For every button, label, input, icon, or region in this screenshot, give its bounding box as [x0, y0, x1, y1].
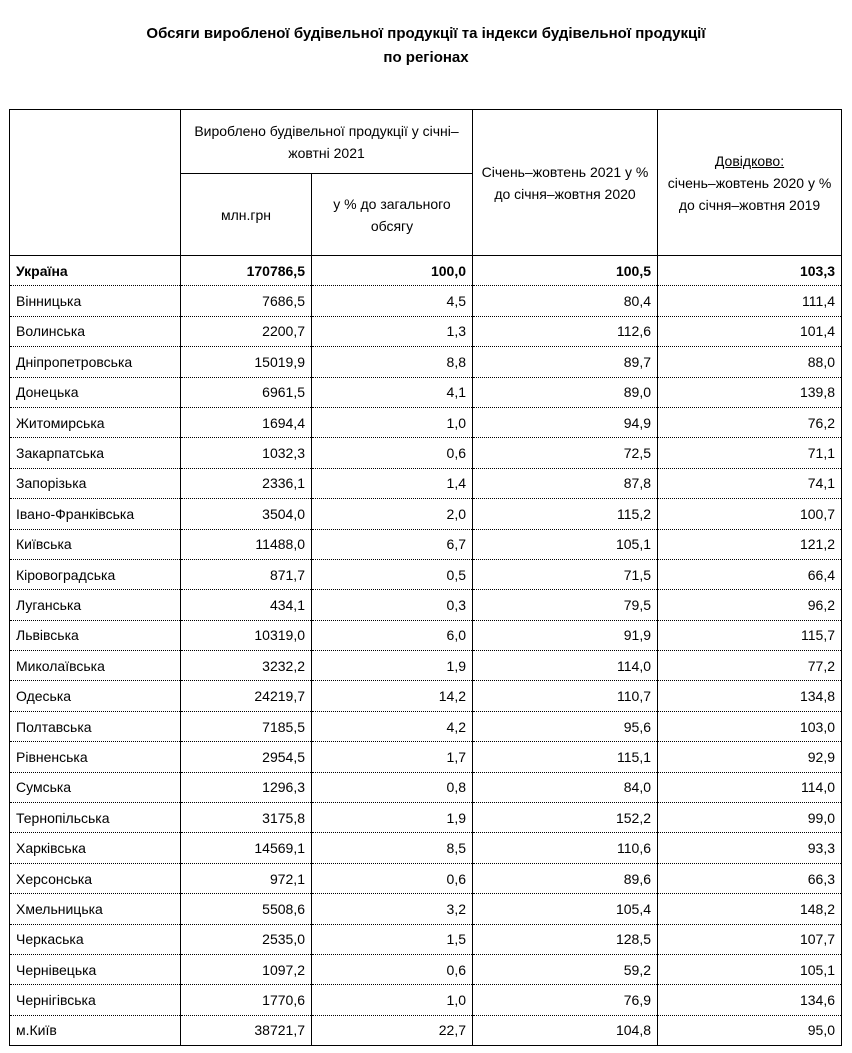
value-mln-uah: 6961,5 [181, 377, 312, 407]
value-mln-uah: 2954,5 [181, 742, 312, 772]
value-index-2020: 99,0 [658, 803, 842, 833]
value-mln-uah: 3504,0 [181, 499, 312, 529]
value-pct-total: 1,5 [312, 924, 473, 954]
value-index-2021: 105,1 [473, 529, 658, 559]
value-index-2020: 114,0 [658, 772, 842, 802]
table-row [10, 286, 842, 316]
value-mln-uah: 1032,3 [181, 438, 312, 468]
region-name: Львівська [10, 620, 181, 650]
value-index-2020: 95,0 [658, 1015, 842, 1045]
value-index-2020: 111,4 [658, 286, 842, 316]
region-name: Івано-Франківська [10, 499, 181, 529]
value-pct-total: 1,9 [312, 803, 473, 833]
value-mln-uah: 10319,0 [181, 620, 312, 650]
table-row [10, 924, 842, 954]
value-index-2020: 88,0 [658, 347, 842, 377]
value-index-2021: 89,0 [473, 377, 658, 407]
table-row [10, 347, 842, 377]
value-mln-uah: 2336,1 [181, 468, 312, 498]
table-row [10, 316, 842, 346]
value-pct-total: 6,0 [312, 620, 473, 650]
region-name: Запорізька [10, 468, 181, 498]
header-group-produced: Вироблено будівельної продукції у січні–жовтні 2021 [181, 110, 473, 174]
value-mln-uah: 1296,3 [181, 772, 312, 802]
value-index-2020: 121,2 [658, 529, 842, 559]
value-mln-uah: 3175,8 [181, 803, 312, 833]
region-name: Житомирська [10, 407, 181, 437]
value-index-2020: 139,8 [658, 377, 842, 407]
value-mln-uah: 2535,0 [181, 924, 312, 954]
value-index-2020: 66,4 [658, 559, 842, 589]
value-mln-uah: 1694,4 [181, 407, 312, 437]
value-pct-total: 1,9 [312, 651, 473, 681]
table-row [10, 772, 842, 802]
value-index-2021: 79,5 [473, 590, 658, 620]
table-row [10, 529, 842, 559]
header-reference-label: Довідково: [714, 152, 785, 169]
value-index-2021: 59,2 [473, 954, 658, 984]
table-row [10, 590, 842, 620]
value-pct-total: 1,7 [312, 742, 473, 772]
value-pct-total: 3,2 [312, 894, 473, 924]
table-row [10, 499, 842, 529]
header-index-2020: січень–жовтень 2020 у % до січня–жовтня 2019 [667, 174, 832, 213]
value-index-2021: 95,6 [473, 711, 658, 741]
region-name: Харківська [10, 833, 181, 863]
value-mln-uah: 434,1 [181, 590, 312, 620]
value-index-2020: 93,3 [658, 833, 842, 863]
table-row [10, 1015, 842, 1045]
value-index-2021: 114,0 [473, 651, 658, 681]
table-row [10, 833, 842, 863]
region-name: Донецька [10, 377, 181, 407]
region-name: Закарпатська [10, 438, 181, 468]
value-index-2020: 100,7 [658, 499, 842, 529]
header-pct-total: у % до загального обсягу [312, 174, 473, 256]
value-pct-total: 22,7 [312, 1015, 473, 1045]
value-index-2021: 84,0 [473, 772, 658, 802]
table-row [10, 894, 842, 924]
value-index-2021: 72,5 [473, 438, 658, 468]
table-row [10, 985, 842, 1015]
value-index-2021: 87,8 [473, 468, 658, 498]
region-name: Одеська [10, 681, 181, 711]
region-name: Чернівецька [10, 954, 181, 984]
table-row [10, 711, 842, 741]
region-name: Вінницька [10, 286, 181, 316]
header-mln-uah: млн.грн [181, 174, 312, 256]
region-name: Чернігівська [10, 985, 181, 1015]
value-index-2020: 134,8 [658, 681, 842, 711]
table-row [10, 407, 842, 437]
value-pct-total: 8,8 [312, 347, 473, 377]
value-mln-uah: 2200,7 [181, 316, 312, 346]
value-mln-uah: 24219,7 [181, 681, 312, 711]
table-row [10, 803, 842, 833]
value-index-2021: 71,5 [473, 559, 658, 589]
value-index-2021: 110,7 [473, 681, 658, 711]
value-index-2020: 96,2 [658, 590, 842, 620]
value-index-2021: 91,9 [473, 620, 658, 650]
page-title [0, 22, 852, 70]
value-mln-uah: 11488,0 [181, 529, 312, 559]
table-row [10, 954, 842, 984]
value-index-2020: 92,9 [658, 742, 842, 772]
table-row [10, 559, 842, 589]
value-mln-uah: 972,1 [181, 863, 312, 893]
value-index-2020: 66,3 [658, 863, 842, 893]
value-index-2021: 76,9 [473, 985, 658, 1015]
region-name: Полтавська [10, 711, 181, 741]
region-name: Херсонська [10, 863, 181, 893]
value-mln-uah: 38721,7 [181, 1015, 312, 1045]
value-index-2021: 115,2 [473, 499, 658, 529]
value-pct-total: 1,3 [312, 316, 473, 346]
value-pct-total: 1,4 [312, 468, 473, 498]
value-pct-total: 0,5 [312, 559, 473, 589]
value-index-2020: 103,3 [658, 256, 842, 286]
region-name: Кіровоградська [10, 559, 181, 589]
value-index-2020: 77,2 [658, 651, 842, 681]
value-mln-uah: 170786,5 [181, 256, 312, 286]
region-name: м.Київ [10, 1015, 181, 1045]
table-row [10, 742, 842, 772]
value-pct-total: 14,2 [312, 681, 473, 711]
table-row [10, 438, 842, 468]
value-pct-total: 0,8 [312, 772, 473, 802]
value-index-2020: 103,0 [658, 711, 842, 741]
value-mln-uah: 7185,5 [181, 711, 312, 741]
value-pct-total: 4,2 [312, 711, 473, 741]
header-index-2021: Січень–жовтень 2021 у % до січня–жовтня 2020 [473, 110, 658, 256]
region-name: Хмельницька [10, 894, 181, 924]
value-pct-total: 0,6 [312, 954, 473, 984]
table-header [10, 110, 842, 256]
value-index-2021: 94,9 [473, 407, 658, 437]
value-index-2021: 110,6 [473, 833, 658, 863]
table-body [10, 256, 842, 1046]
value-index-2021: 100,5 [473, 256, 658, 286]
value-pct-total: 0,3 [312, 590, 473, 620]
table-row [10, 681, 842, 711]
value-index-2021: 80,4 [473, 286, 658, 316]
value-index-2020: 76,2 [658, 407, 842, 437]
value-mln-uah: 5508,6 [181, 894, 312, 924]
value-index-2020: 134,6 [658, 985, 842, 1015]
region-name: Черкаська [10, 924, 181, 954]
value-pct-total: 4,5 [312, 286, 473, 316]
value-mln-uah: 1097,2 [181, 954, 312, 984]
header-reference [658, 110, 842, 256]
value-index-2021: 115,1 [473, 742, 658, 772]
value-pct-total: 1,0 [312, 407, 473, 437]
value-index-2020: 107,7 [658, 924, 842, 954]
value-mln-uah: 14569,1 [181, 833, 312, 863]
value-pct-total: 0,6 [312, 863, 473, 893]
region-name: Рівненська [10, 742, 181, 772]
table-row [10, 468, 842, 498]
title-line-1: Обсяги виробленої будівельної продукції та індекси будівельної продукції [146, 25, 706, 42]
value-index-2020: 71,1 [658, 438, 842, 468]
value-pct-total: 8,5 [312, 833, 473, 863]
value-mln-uah: 7686,5 [181, 286, 312, 316]
region-name: Луганська [10, 590, 181, 620]
value-pct-total: 0,6 [312, 438, 473, 468]
value-pct-total: 100,0 [312, 256, 473, 286]
value-index-2021: 105,4 [473, 894, 658, 924]
value-index-2021: 128,5 [473, 924, 658, 954]
value-pct-total: 1,0 [312, 985, 473, 1015]
region-name: Київська [10, 529, 181, 559]
value-mln-uah: 3232,2 [181, 651, 312, 681]
value-index-2020: 105,1 [658, 954, 842, 984]
value-mln-uah: 15019,9 [181, 347, 312, 377]
table-row-total [10, 256, 842, 286]
title-line-2: по регіонах [383, 49, 469, 66]
value-index-2021: 89,6 [473, 863, 658, 893]
value-pct-total: 6,7 [312, 529, 473, 559]
region-name: Україна [10, 256, 181, 286]
table-row [10, 863, 842, 893]
table-row [10, 651, 842, 681]
value-index-2021: 112,6 [473, 316, 658, 346]
regions-table [9, 109, 842, 1046]
value-index-2020: 74,1 [658, 468, 842, 498]
table-row [10, 620, 842, 650]
value-index-2021: 89,7 [473, 347, 658, 377]
table-row [10, 377, 842, 407]
value-index-2020: 115,7 [658, 620, 842, 650]
region-name: Волинська [10, 316, 181, 346]
region-name: Сумська [10, 772, 181, 802]
value-index-2020: 148,2 [658, 894, 842, 924]
value-pct-total: 2,0 [312, 499, 473, 529]
value-mln-uah: 1770,6 [181, 985, 312, 1015]
value-index-2020: 101,4 [658, 316, 842, 346]
value-pct-total: 4,1 [312, 377, 473, 407]
region-name: Миколаївська [10, 651, 181, 681]
value-index-2021: 152,2 [473, 803, 658, 833]
value-mln-uah: 871,7 [181, 559, 312, 589]
region-name: Тернопільська [10, 803, 181, 833]
region-name: Дніпропетровська [10, 347, 181, 377]
header-region [10, 110, 181, 256]
value-index-2021: 104,8 [473, 1015, 658, 1045]
